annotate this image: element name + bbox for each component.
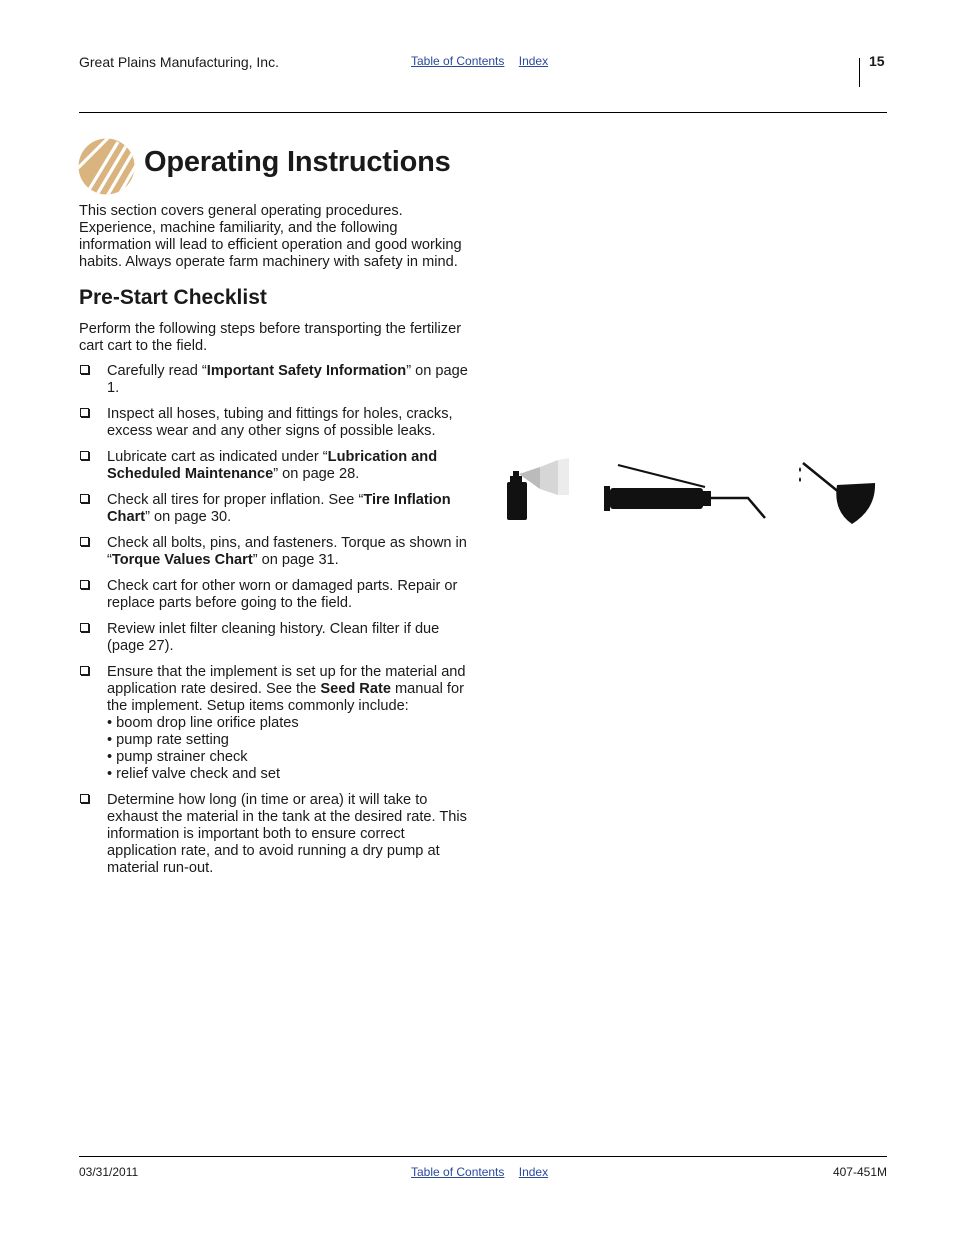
checkbox-icon	[80, 408, 89, 417]
page-title: Operating Instructions	[144, 146, 451, 178]
header-divider	[859, 58, 860, 87]
header-toc-link[interactable]: Table of Contents	[411, 54, 505, 68]
list-item	[79, 792, 471, 877]
list-item	[79, 363, 471, 397]
page-number: 15	[869, 53, 885, 69]
item-text: Inspect all hoses, tubing and fittings for holes, cracks, excess wear and any other signs of possible leaks.	[107, 406, 453, 439]
item-text: Ensure that the implement is set up for the material and application rate desired. See the	[107, 664, 466, 697]
item-ref: Torque Values Chart	[111, 552, 253, 568]
item-text: Carefully read “	[107, 363, 207, 379]
item-text: ” on page 30.	[145, 509, 232, 525]
oil-can-icon	[799, 463, 875, 524]
list-item	[79, 664, 471, 783]
footer-index-link[interactable]: Index	[518, 1165, 549, 1179]
item-text: ” on page 1.	[107, 363, 468, 396]
section-logo-icon	[78, 138, 135, 195]
checkbox-icon	[80, 666, 89, 675]
setup-subitem: • relief valve check and set	[107, 766, 281, 782]
list-item	[79, 492, 471, 526]
footer-doc-number: 407-451M	[832, 1165, 887, 1179]
grease-gun-icon	[604, 465, 765, 518]
item-text: Determine how long (in time or area) it will take to exhaust the material in the tank at the desired rate. This information is important both to ensure correct application rate, and to avoid running a dry pump at material run-out.	[107, 792, 467, 876]
checkbox-icon	[80, 623, 89, 632]
footer-links	[411, 1165, 559, 1179]
header-rule	[79, 112, 887, 113]
header-links	[411, 54, 559, 68]
setup-subitem: • pump rate setting	[107, 732, 229, 748]
item-text: ” on page 31.	[252, 552, 339, 568]
list-item	[79, 406, 471, 440]
spray-can-icon	[507, 458, 569, 520]
item-text: manual for the implement. Setup items commonly include:	[107, 681, 464, 714]
item-text: ” on page 28.	[273, 466, 360, 482]
item-text: Lubricate cart as indicated under “	[107, 449, 328, 465]
intro-paragraph: This section covers general operating procedures. Experience, machine familiarity, and the following information will lead to efficient operation and good working habits. Always operate farm machinery with safety in mind.	[79, 203, 462, 270]
item-ref: Tire Inflation Chart	[107, 492, 451, 525]
checkbox-icon	[80, 365, 89, 374]
header-index-link[interactable]: Index	[518, 54, 549, 68]
list-item	[79, 578, 471, 612]
item-text: Check cart for other worn or damaged parts. Repair or replace parts before going to the field.	[107, 578, 458, 611]
checkbox-icon	[80, 794, 89, 803]
lubrication-tools-illustration	[500, 455, 880, 530]
item-text: Check all tires for proper inflation. See “	[107, 492, 364, 508]
item-ref: Important Safety Information	[206, 363, 407, 379]
checklist-heading: Pre-Start Checklist	[79, 286, 267, 309]
item-ref: Lubrication and Scheduled Maintenance	[107, 449, 438, 482]
setup-subitem: • boom drop line orifice plates	[107, 715, 299, 731]
footer-rule	[79, 1156, 887, 1157]
checkbox-icon	[80, 537, 89, 546]
list-item	[79, 449, 471, 483]
footer-date: 03/31/2011	[79, 1165, 139, 1179]
item-text: Review inlet filter cleaning history. Clean filter if due (page 27).	[107, 621, 440, 654]
item-ref: Seed Rate	[320, 681, 391, 697]
checklist-lead: Perform the following steps before transporting the fertilizer cart cart to the field.	[79, 321, 462, 354]
list-item	[79, 535, 471, 569]
header-company: Great Plains Manufacturing, Inc.	[79, 54, 279, 70]
checkbox-icon	[80, 580, 89, 589]
footer-toc-link[interactable]: Table of Contents	[411, 1165, 505, 1179]
item-text: Check all bolts, pins, and fasteners. Torque as shown in “	[107, 535, 467, 568]
setup-subitem: • pump strainer check	[107, 749, 248, 765]
checkbox-icon	[80, 494, 89, 503]
checkbox-icon	[80, 451, 89, 460]
checklist	[79, 363, 471, 886]
list-item	[79, 621, 471, 655]
